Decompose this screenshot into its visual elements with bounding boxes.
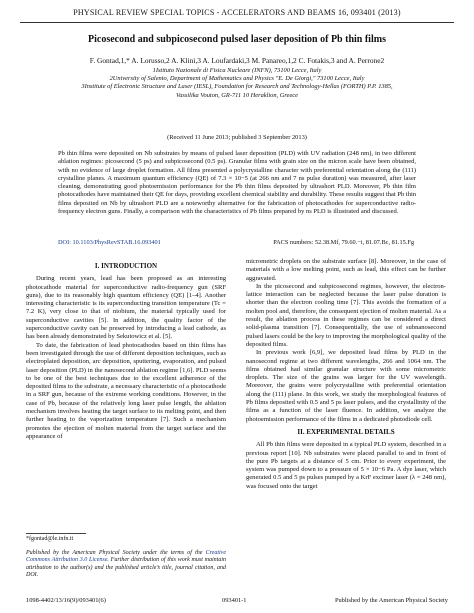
license-link[interactable]: Creative Commons Attribution 3.0 License <box>26 550 226 564</box>
license-text-end: . Further distribution of this work must maintain attribution to the author(s) and the published article’s title, journal citation, and DOI. <box>26 557 226 579</box>
license-text-start: Published by the American Physical Society under the terms of the <box>26 550 203 556</box>
doi-link[interactable]: DOI: 10.1103/PhysRevSTAB.16.093401 <box>58 239 161 246</box>
intro-paragraph-1: During recent years, lead has been proposed as an interesting photocathode material for superconductive radio-frequency gun (SRF guns), due to its reasonably high quantum efficiency (QE) [1–4]. Another interesting characteristic is its superconducting transition temperature (Tc = 7.2 K), very close to that of niobium, the material typically used for superconductive cavities [5]. In addition, the quality factor of the superconductive cavity can be preserved by introducing a lead cathode, as has been already demonstrated by Sekutowicz et al. [5]. <box>26 275 226 341</box>
paper-title: Picosecond and subpicosecond pulsed laser deposition of Pb thin films <box>88 34 386 45</box>
footer-issn: 1098-4402/13/16(9)/093401(6) <box>26 597 106 604</box>
affiliation-1: 1Istituto Nazionale di Fisica Nucleare (INFN), 73100 Lecce, Italy <box>152 67 322 74</box>
footer-publisher: Published by the American Physical Society <box>334 597 448 604</box>
author-list: F. Gontad,1,* A. Lorusso,2 A. Klini,3 A. Loufardaki,3 M. Panareo,1,2 C. Fotakis,3 and A. Perrone2 <box>89 56 385 65</box>
footer-page-number: 093401-1 <box>222 597 247 604</box>
experimental-paragraph-1: All Pb thin films were deposited in a typical PLD system, described in a previous report [10]. Nb substrates were placed parallel to and in front of the pure Pb targets at a distance of 5 cm. Prior to every experiment, the system was pumped down to a pressure of 5 × 10−6 Pa. A dye laser, which generated 0.5 and 5 ps pulses pumped by a KrF excimer laser (λ = 248 nm), was focused onto the target <box>246 441 446 490</box>
intro-paragraph-3: micrometric droplets on the substrate surface [8]. Moreover, in the case of materials with a low melting point, such as lead, this effect can be further aggravated. <box>246 258 446 282</box>
received-dates: (Received 11 June 2013; published 3 September 2013) <box>167 134 307 141</box>
section-heading-experimental: II. EXPERIMENTAL DETAILS <box>297 427 395 436</box>
affiliation-2: 2University of Salento, Department of Mathematics and Physics "E. De Giorgi," 73100 Lecce, Italy <box>109 75 365 83</box>
footnote-rule <box>26 533 86 534</box>
abstract: Pb thin films were deposited on Nb substrates by means of pulsed laser deposition (PLD) with UV radiation (248 nm), in two different ablation regimes: picosecond (5 ps) and subpicosecond (0.5 ps). Granular films with grain size on the micron scale have been obtained, with no evidence of large droplet formation. All films presented a polycrystalline character with preferential orientation along the (111) crystalline planes. A maximum quantum efficiency (QE) of 7.3 × 10−5 (at 266 nm and 7 ns pulse duration) was measured, after laser cleaning, demonstrating good photoemission performance for the Pb thin films deposited by ultrashort PLD. Moreover, Pb thin film photocathodes have maintained their QE for days, providing excellent chemical stability and durability. These results suggest that Pb thin films deposited on Nb by ultrashort PLD are a noteworthy alternative for the fabrication of photocathodes for superconductive radio-frequency electron guns. Finally, a comparison with the characteristics of Pb films prepared by ns PLD is illustrated and discussed. <box>58 150 416 216</box>
journal-header: PHYSICAL REVIEW SPECIAL TOPICS - ACCELERATORS AND BEAMS 16, 093401 (2013) <box>73 8 401 17</box>
intro-paragraph-4: In the picosecond and subpicosecond regimes, however, the electron-lattice interaction can be neglected because the laser pulse duration is shorter than the electron cooling time [7]. This avoids the formation of a molten pool and, therefore, the consequent ejection of molten material. As a result, the ablation process in these regimes can be considered a direct solid-plasma transition [7]. Consequentially, the use of subnanosecond pulsed lasers could be the key to improving the morphological quality of the deposited films. <box>246 282 446 348</box>
pacs-numbers: PACS numbers: 52.38.Mf, 79.60.−i, 81.07.Bc, 81.15.Fg <box>273 239 414 246</box>
header-rule <box>20 22 454 23</box>
left-column <box>26 258 226 441</box>
intro-paragraph-5: In previous work [6,9], we deposited lead films by PLD in the nanosecond regime at two different wavelengths, 266 and 1064 nm. The films obtained had similar granular structure with some micrometric droplets. The size of the grains was larger for the UV wavelength. Moreover, the grains were polycrystalline with preferential orientation along the (111) plane. In this work, we study the morphological features of Pb films deposited with 0.5 and 5 ps laser pulses, and the crystallinity of the films as a function of the laser fluence. In addition, we analyze the photoemission performance of the films in a dedicated photodiode cell. <box>246 349 446 423</box>
affiliations <box>24 67 450 100</box>
affiliation-3: 3Institute of Electronic Structure and Laser (IESL), Foundation for Research and Technology-Hellas (FORTH) P.P. 1385, <box>81 83 393 91</box>
right-column <box>246 258 446 491</box>
affiliation-3-address: Vassilika Vouton, GR-711 10 Heraklion, Greece <box>176 91 298 99</box>
corresponding-email[interactable]: *fgontad@le.infn.it <box>26 536 74 542</box>
intro-paragraph-2: To date, the fabrication of lead photocathodes based on thin films has been investigated through the use of different deposition techniques, such as electroplated deposition, arc deposition, sputtering, evaporation, and pulsed laser deposition (PLD) in the nanosecond ablation regime [1,6]. PLD seems to be one of the best techniques due to the excellent adherence of the deposited films to the substrate, a necessary characteristic of a photocathode in a SRF gun, because of the extreme working conditions. However, in the case of Pb, because of the relatively long laser pulse length, the ablation mechanism involves heating the target surface to its melting point, and then further heating to the vaporization temperature [7]. Such a mechanism promotes the ejection of molten material from the target surface and the appearance of <box>26 341 226 440</box>
license-note <box>26 550 226 580</box>
section-heading-introduction: I. INTRODUCTION <box>94 262 158 270</box>
